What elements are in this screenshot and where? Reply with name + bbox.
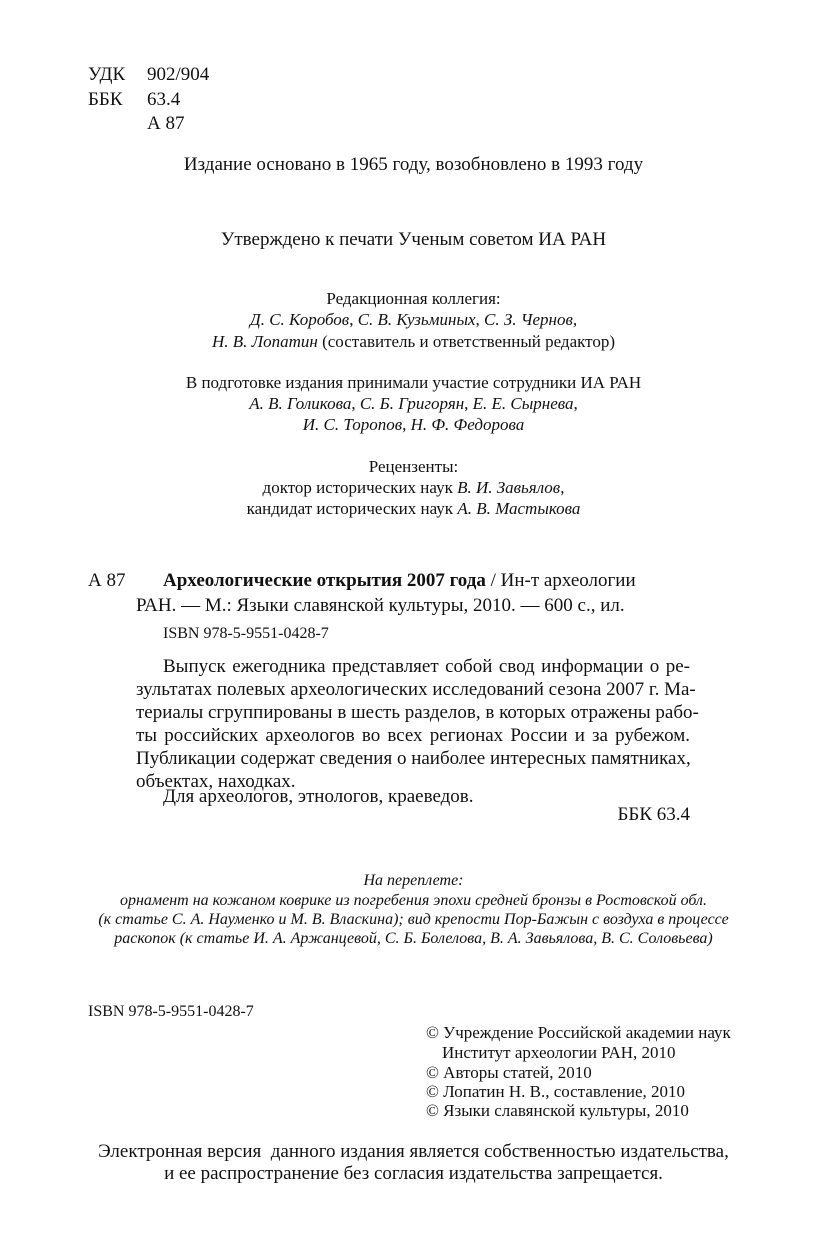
- copyright-line: © Авторы статей, 2010: [426, 1063, 592, 1082]
- abstract-line: териалы сгруппированы в шесть разделов, в которых отражены рабо-: [136, 702, 699, 723]
- abstract-line: Выпуск ежегодника представляет собой свод информации о ре-: [163, 656, 690, 677]
- approval-note: Утверждено к печати Ученым советом ИА РАН: [220, 229, 607, 250]
- member-name: С. В. Кузьминых: [357, 310, 476, 329]
- udk-value: 902/904: [147, 64, 210, 85]
- staff-name: Е. Е. Сырнева: [472, 394, 574, 413]
- staff-line-1: А. В. Голикова, С. Б. Григорян, Е. Е. Сырнева,: [249, 394, 578, 413]
- staff-name: А. В. Голикова: [249, 394, 352, 413]
- electronic-notice-line: и ее распространение без согласия издательства запрещается.: [164, 1163, 663, 1184]
- editorial-board-title: Редакционная коллегия:: [326, 289, 501, 308]
- catalog-imprint: РАН. — М.: Языки славянской культуры, 2010. — 600 с., ил.: [136, 595, 625, 616]
- catalog-title-line: [163, 570, 636, 592]
- abstract-line: зультатах полевых археологических исследований сезона 2007 г. Ма-: [136, 679, 696, 700]
- copyright-line: © Лопатин Н. В., составление, 2010: [426, 1082, 685, 1101]
- editorial-board-members: Д. С. Коробов, С. В. Кузьминых, С. З. Чернов,: [249, 310, 578, 329]
- reviewer-name: В. И. Завьялов: [457, 478, 561, 497]
- reviewer-2: кандидат исторических наук А. В. Мастыкова: [246, 499, 581, 518]
- catalog-audience: Для археологов, этнологов, краеведов.: [163, 786, 474, 807]
- electronic-notice-line: Электронная версия данного издания является собственностью издательства,: [98, 1141, 729, 1162]
- staff-line-2: И. С. Торопов, Н. Ф. Федорова: [302, 415, 525, 434]
- member-name: Д. С. Коробов: [249, 310, 350, 329]
- compiler-role: (составитель и ответственный редактор): [317, 332, 616, 351]
- reviewer-1: доктор исторических наук В. И. Завьялов,: [262, 478, 565, 497]
- reviewer-name: А. В. Мастыкова: [457, 499, 581, 518]
- udk-label: УДК: [88, 64, 126, 85]
- book-title-rest: / Ин-т археологии: [485, 570, 636, 591]
- cover-note-line: раскопок (к статье И. А. Аржанцевой, С. Б. Болелова, В. А. Завьялова, В. С. Соловьева): [114, 930, 713, 947]
- member-name: С. З. Чернов: [484, 310, 573, 329]
- book-title: Археологические открытия 2007 года: [163, 570, 486, 591]
- copyright-line: © Учреждение Российской академии наук: [426, 1023, 731, 1042]
- staff-title: В подготовке издания принимали участие сотрудники ИА РАН: [185, 373, 642, 392]
- cover-note-line: орнамент на кожаном коврике из погребения эпохи средней бронзы в Ростовской обл.: [119, 892, 708, 909]
- reviewers-title: Рецензенты:: [368, 457, 459, 476]
- bbk-label: ББК: [88, 89, 123, 110]
- staff-name: С. Б. Григорян: [359, 394, 465, 413]
- author-sign: А 87: [147, 113, 185, 134]
- abstract-line: Публикации содержат сведения о наиболее интересных памятниках,: [136, 748, 691, 769]
- editorial-board-compiler: [0, 332, 827, 352]
- copyright-line: Институт археологии РАН, 2010: [442, 1043, 676, 1062]
- bbk-value: 63.4: [147, 89, 181, 110]
- staff-name: И. С. Торопов: [302, 415, 403, 434]
- staff-name: Н. Ф. Федорова: [410, 415, 525, 434]
- abstract-line: объектах, находках.: [136, 771, 296, 792]
- cover-note-title: На переплете:: [363, 872, 464, 889]
- catalog-sign: А 87: [88, 570, 126, 591]
- catalog-bbk: ББК 63.4: [617, 804, 690, 825]
- catalog-isbn: ISBN 978-5-9551-0428-7: [163, 625, 329, 642]
- compiler-name: Н. В. Лопатин: [211, 332, 318, 351]
- cover-note-line: (к статье С. А. Науменко и М. В. Власкина); вид крепости Пор-Бажын с воздуха в процессе: [98, 911, 729, 928]
- abstract-line: ты российских археологов во всех регионах России и за рубежом.: [136, 725, 690, 746]
- edition-note: Издание основано в 1965 году, возобновлено в 1993 году: [183, 154, 644, 175]
- copyright-line: © Языки славянской культуры, 2010: [426, 1101, 689, 1120]
- isbn-bottom: ISBN 978-5-9551-0428-7: [88, 1003, 254, 1020]
